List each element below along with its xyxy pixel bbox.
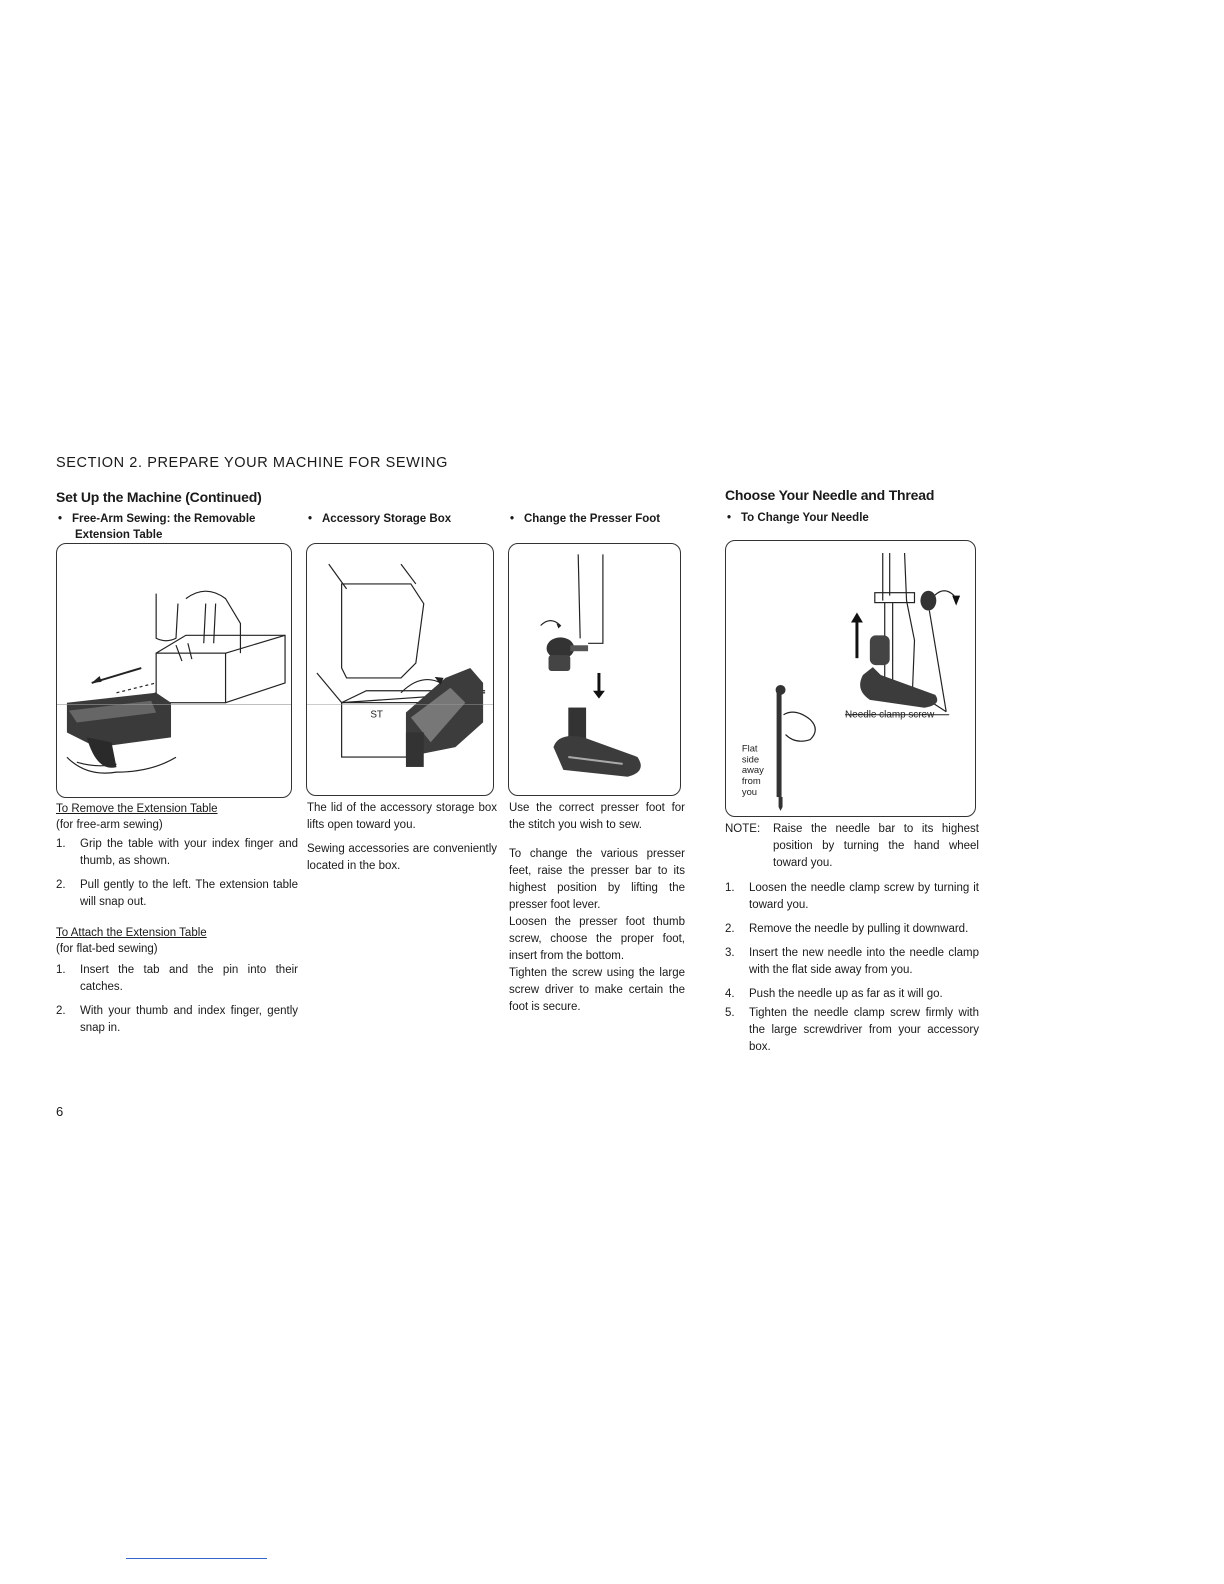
presser-para-1: Use the correct presser foot for the stitch you wish to sew. xyxy=(509,802,685,831)
bullet-dot: • xyxy=(308,513,313,525)
flat-label-line: from xyxy=(741,775,761,787)
step-number: 1. xyxy=(56,964,66,976)
step-text: Grip the table with your index finger and thumb, as shown. xyxy=(80,838,298,867)
bullet-text: Free-Arm Sewing: the Removable xyxy=(72,513,256,525)
step-text: Insert the tab and the pin into their catches. xyxy=(80,964,298,993)
note-text: Raise the needle bar to its highest position by turning the hand wheel toward you. xyxy=(773,823,979,869)
extension-table-illustration xyxy=(57,544,291,797)
bullet-text: Change the Presser Foot xyxy=(524,513,661,525)
list-item xyxy=(56,877,298,911)
accessory-para-2: Sewing accessories are conveniently located in the box. xyxy=(307,843,497,872)
flat-label-line: side xyxy=(741,753,760,765)
bullet-change-needle xyxy=(727,510,869,526)
step-number: 5. xyxy=(725,1007,735,1019)
bullet-text-cont: Extension Table xyxy=(75,529,163,541)
bottom-rule xyxy=(126,1558,267,1559)
list-item xyxy=(56,962,298,996)
presser-para-3: Loosen the presser foot thumb screw, choose the proper foot, insert from the bottom. xyxy=(509,916,685,962)
remove-table-title: To Remove the Extension Table xyxy=(56,803,218,815)
list-item xyxy=(56,836,298,870)
flat-label-line: you xyxy=(741,786,758,798)
note-label: NOTE: xyxy=(725,823,761,835)
step-text: Insert the new needle into the needle clamp with the flat side away from you. xyxy=(749,947,979,976)
step-text: Remove the needle by pulling it downward. xyxy=(749,923,969,935)
step-number: 1. xyxy=(725,882,735,894)
bullet-free-arm xyxy=(58,511,298,543)
attach-steps xyxy=(56,962,298,1037)
note-block xyxy=(725,821,979,872)
page-number: 6 xyxy=(56,1104,64,1119)
step-text: Loosen the needle clamp screw by turning it toward you. xyxy=(749,882,979,911)
step-number: 2. xyxy=(56,1005,66,1017)
figure-needle xyxy=(725,540,976,817)
bullet-dot: • xyxy=(727,512,732,524)
presser-foot-illustration xyxy=(509,544,680,795)
needle-illustration xyxy=(726,541,975,816)
step-text: Pull gently to the left. The extension table will snap out. xyxy=(80,879,298,908)
step-number: 4. xyxy=(725,988,735,1000)
bullet-accessory-box xyxy=(308,511,451,527)
left-heading: Set Up the Machine (Continued) xyxy=(56,489,262,505)
needle-steps xyxy=(725,880,979,1056)
presser-para-2: To change the various presser feet, raise the presser bar to its highest position by lifting the presser foot lever. xyxy=(509,848,685,911)
step-text: Push the needle up as far as it will go. xyxy=(749,988,943,1000)
step-number: 2. xyxy=(725,923,735,935)
attach-table-sub: (for flat-bed sewing) xyxy=(56,943,158,955)
needle-clamp-label: Needle clamp screw xyxy=(845,709,935,721)
step-text: With your thumb and index finger, gently snap in. xyxy=(80,1005,298,1034)
step-number: 1. xyxy=(56,838,66,850)
list-item xyxy=(56,1003,298,1037)
remove-steps xyxy=(56,836,298,911)
flat-label-line: away xyxy=(741,764,764,776)
figure-presser-foot xyxy=(508,543,681,796)
step-number: 2. xyxy=(56,879,66,891)
accessory-box-illustration xyxy=(307,544,493,795)
figure-accessory-box xyxy=(306,543,494,796)
list-item xyxy=(725,1005,979,1056)
list-item xyxy=(725,986,979,1003)
needle-heading: Choose Your Needle and Thread xyxy=(725,487,935,503)
figure-extension-table xyxy=(56,543,292,798)
list-item xyxy=(725,880,979,914)
bullet-text: Accessory Storage Box xyxy=(322,513,452,525)
list-item xyxy=(725,921,979,938)
list-item xyxy=(725,945,979,979)
attach-table-title: To Attach the Extension Table xyxy=(56,927,207,939)
svg-text:ST: ST xyxy=(370,709,383,721)
remove-table-sub: (for free-arm sewing) xyxy=(56,819,163,831)
bullet-text: To Change Your Needle xyxy=(741,512,869,524)
step-text: Tighten the needle clamp screw firmly with the large screwdriver from your accessory box. xyxy=(749,1007,979,1053)
presser-para-4: Tighten the screw using the large screw driver to make certain the foot is secure. xyxy=(509,967,685,1013)
accessory-para-1: The lid of the accessory storage box lifts open toward you. xyxy=(307,802,497,831)
section-title: SECTION 2. PREPARE YOUR MACHINE FOR SEWING xyxy=(56,455,449,471)
step-number: 3. xyxy=(725,947,735,959)
bullet-dot: • xyxy=(510,513,515,525)
bullet-presser-foot xyxy=(510,511,660,527)
bullet-dot: • xyxy=(58,513,63,525)
flat-label-line: Flat xyxy=(741,742,758,754)
